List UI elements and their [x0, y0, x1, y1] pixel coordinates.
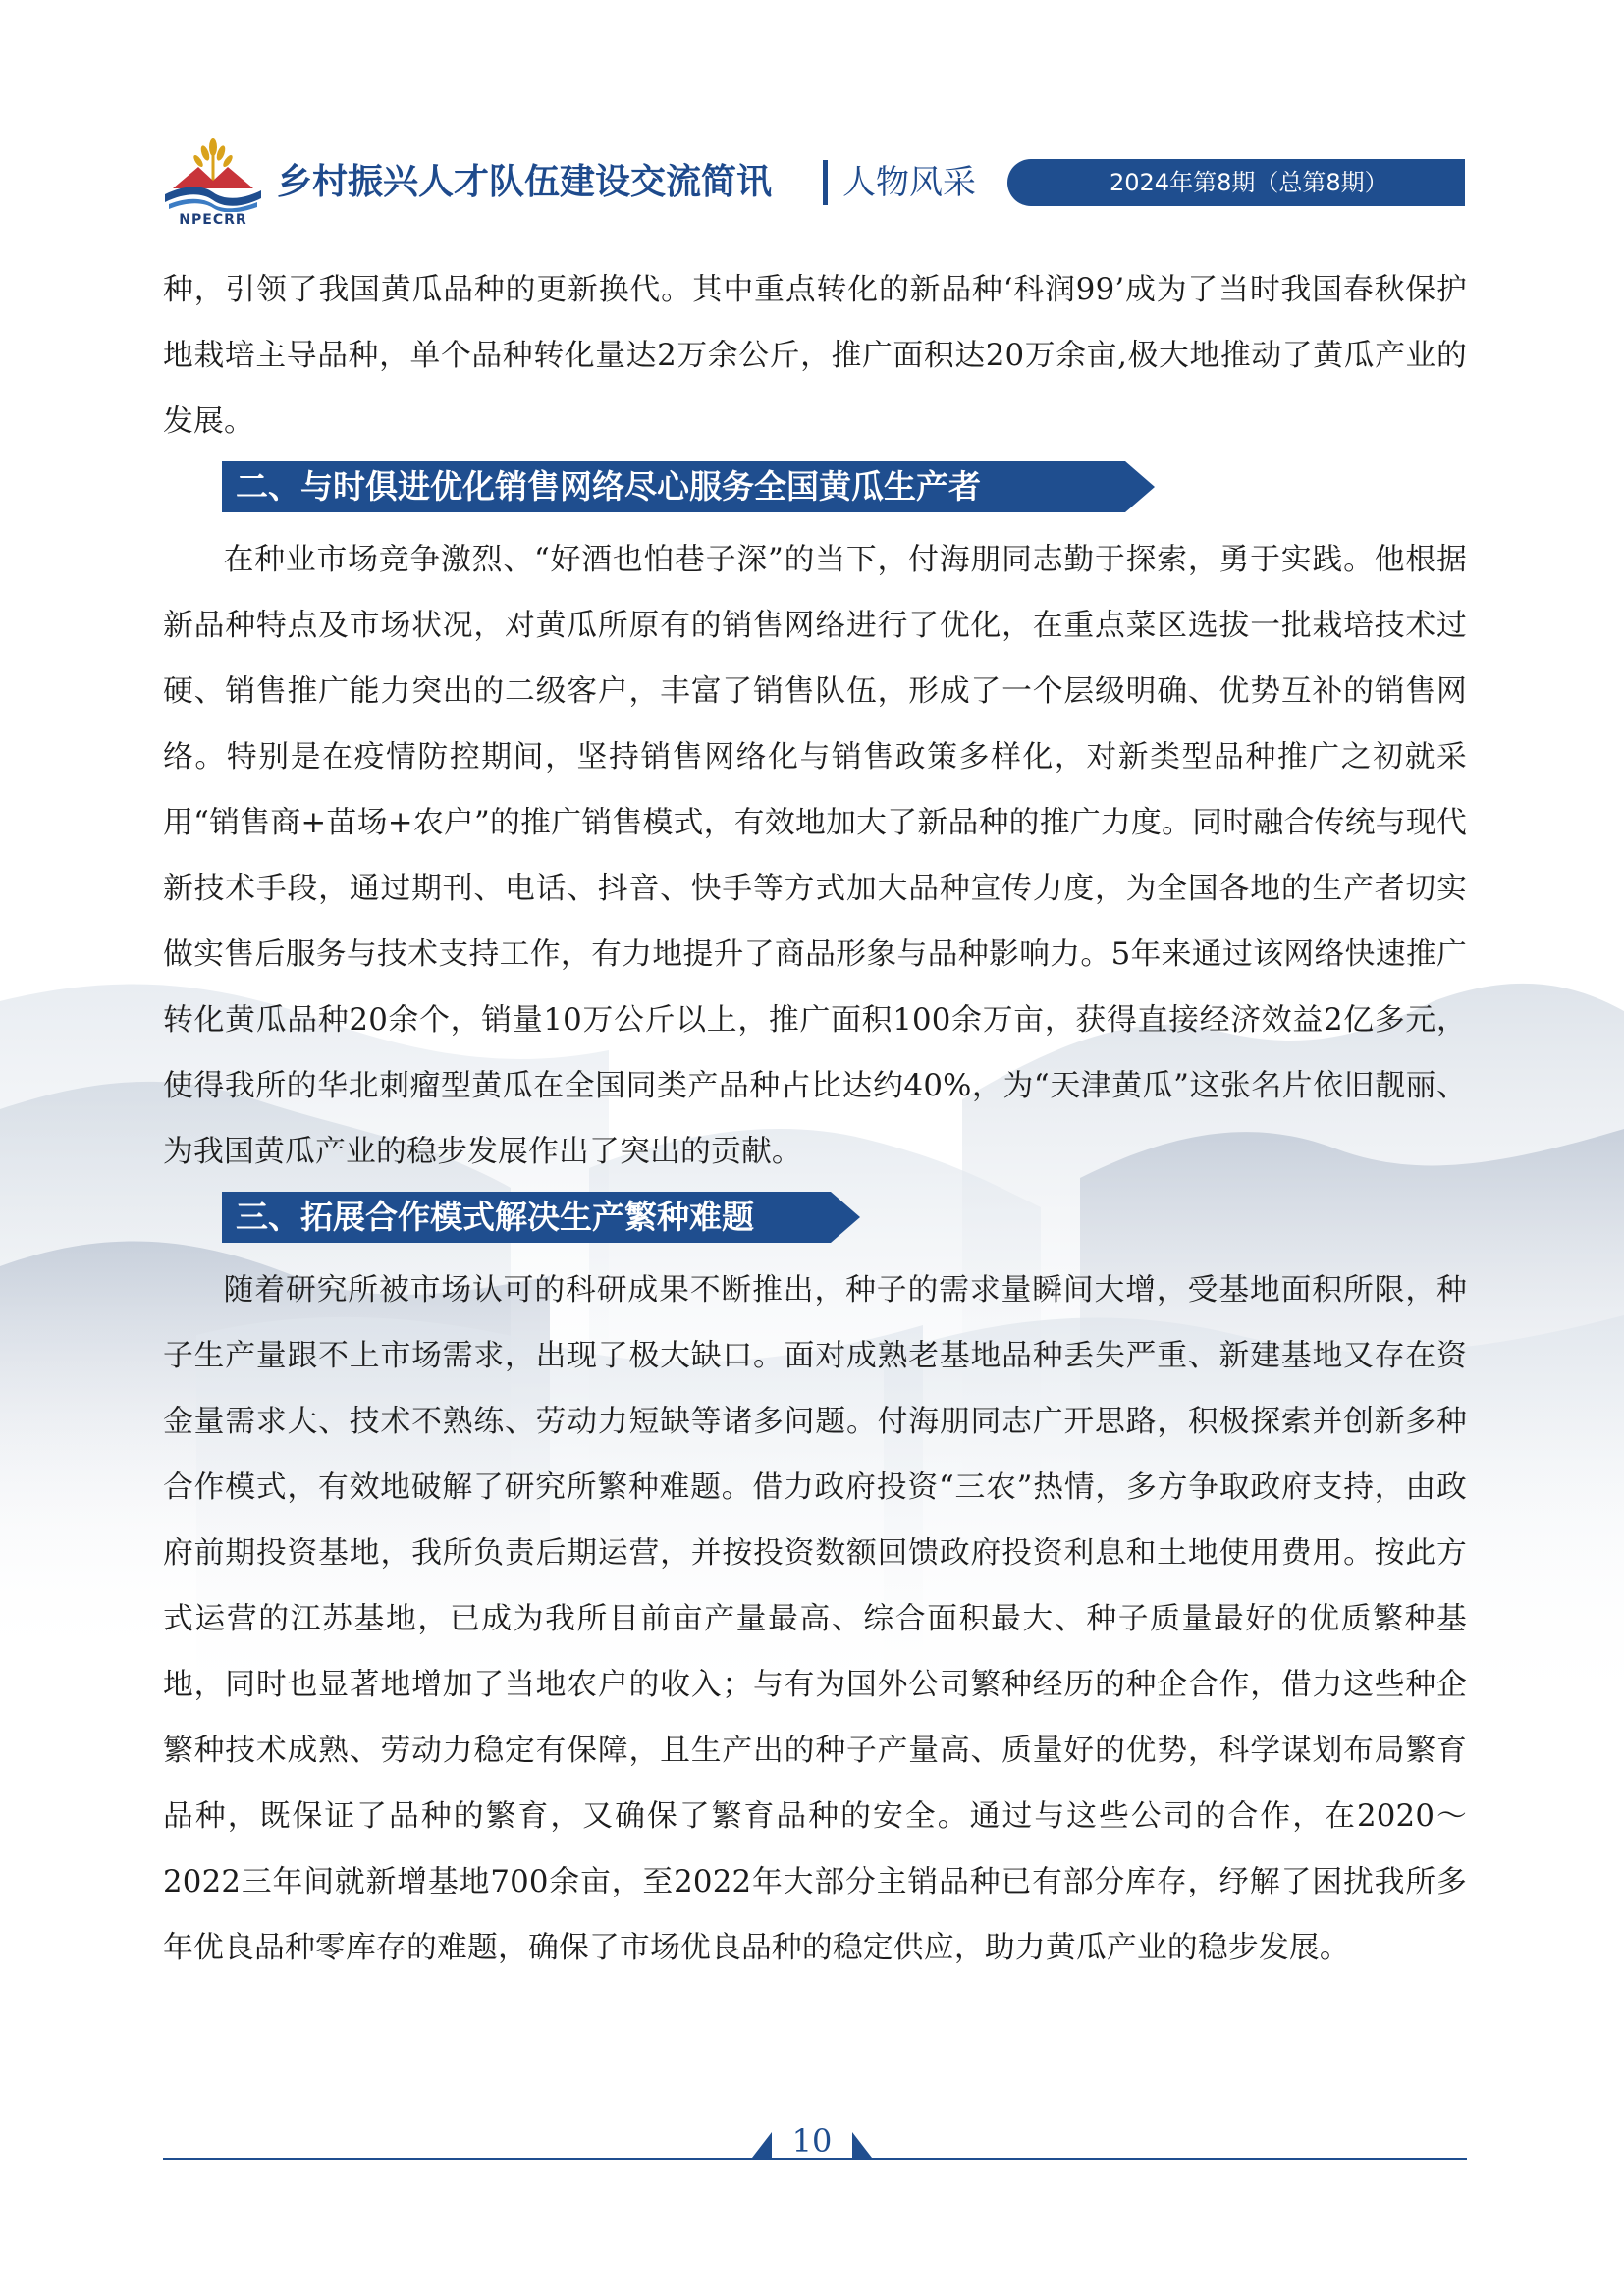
issue-number: 2024年第8期（总第8期）: [1110, 169, 1388, 196]
section-3-paragraph: 随着研究所被市场认可的科研成果不断推出，种子的需求量瞬间大增，受基地面积所限，种子生产量跟不上市场需求，出现了极大缺口。面对成熟老基地品种丢失严重、新建基地又存在资金量需求大、技术不熟练、劳动力短缺等诸多问题。付海朋同志广开思路，积极探索并创新多种合作模式，有效地破解了研究所繁种难题。借力政府投资“三农”热情，多方争取政府支持，由政府前期投资基地，我所负责后期运营，并按投资数额回馈政府投资利息和土地使用费用。按此方式运营的江苏基地，已成为我所目前亩产量最高、综合面积最大、种子质量最好的优质繁种基地，同时也显著地增加了当地农户的收入；与有为国外公司繁种经历的种企合作，借力这些种企繁种技术成熟、劳动力稳定有保障，且生产出的种子产量高、质量好的优势，科学谋划布局繁育品种，既保证了品种的繁育，又确保了繁育品种的安全。通过与这些公司的合作，在2020～2022三年间就新增基地700余亩，至2022年大部分主销品种已有部分库存，纾解了困扰我所多年优良品种零库存的难题，确保了市场优良品种的稳定供应，助力黄瓜产业的稳步发展。: [163, 1272, 1467, 1965]
article-body: [163, 257, 1467, 1981]
section-heading-2: [222, 456, 1467, 521]
section-name: 人物风采: [842, 163, 976, 202]
wheat-mountain-logo-icon: [159, 137, 267, 228]
logo-text: NPECRR: [179, 212, 247, 228]
intro-paragraph: 种，引领了我国黄瓜品种的更新换代。其中重点转化的新品种‘科润99’成为了当时我国春秋保护地栽培主导品种，单个品种转化量达2万余公斤，推广面积达20万余亩,极大地推动了黄瓜产业的发展。: [163, 272, 1467, 439]
title-separator: [823, 160, 828, 205]
section-2-paragraph: 在种业市场竞争激烈、“好酒也怕巷子深”的当下，付海朋同志勤于探索，勇于实践。他根据新品种特点及市场状况，对黄瓜所原有的销售网络进行了优化，在重点菜区选拔一批栽培技术过硬、销售推广能力突出的二级客户，丰富了销售队伍，形成了一个层级明确、优势互补的销售网络。特别是在疫情防控期间，坚持销售网络化与销售政策多样化，对新类型品种推广之初就采用“销售商+苗场+农户”的推广销售模式，有效地加大了新品种的推广力度。同时融合传统与现代新技术手段，通过期刊、电话、抖音、快手等方式加大品种宣传力度，为全国各地的生产者切实做实售后服务与技术支持工作，有力地提升了商品形象与品种影响力。5年来通过该网络快速推广转化黄瓜品种20余个，销量10万公斤以上，推广面积100余万亩，获得直接经济效益2亿多元，使得我所的华北刺瘤型黄瓜在全国同类产品种占比达约40%，为“天津黄瓜”这张名片依旧靓丽、为我国黄瓜产业的稳步发展作出了突出的贡献。: [163, 542, 1467, 1169]
page-footer: [0, 2120, 1624, 2179]
publication-title: 乡村振兴人才队伍建设交流简讯: [277, 162, 773, 202]
section-heading-2-text: 二、与时俱进优化销售网络尽心服务全国黄瓜生产者: [236, 467, 981, 506]
page-number: 10: [791, 2122, 833, 2160]
footer-triangle-right: [852, 2132, 872, 2158]
page-header: [0, 0, 1624, 236]
section-heading-3-text: 三、拓展合作模式解决生产繁种难题: [236, 1198, 754, 1236]
section-heading-3: [222, 1187, 1467, 1252]
